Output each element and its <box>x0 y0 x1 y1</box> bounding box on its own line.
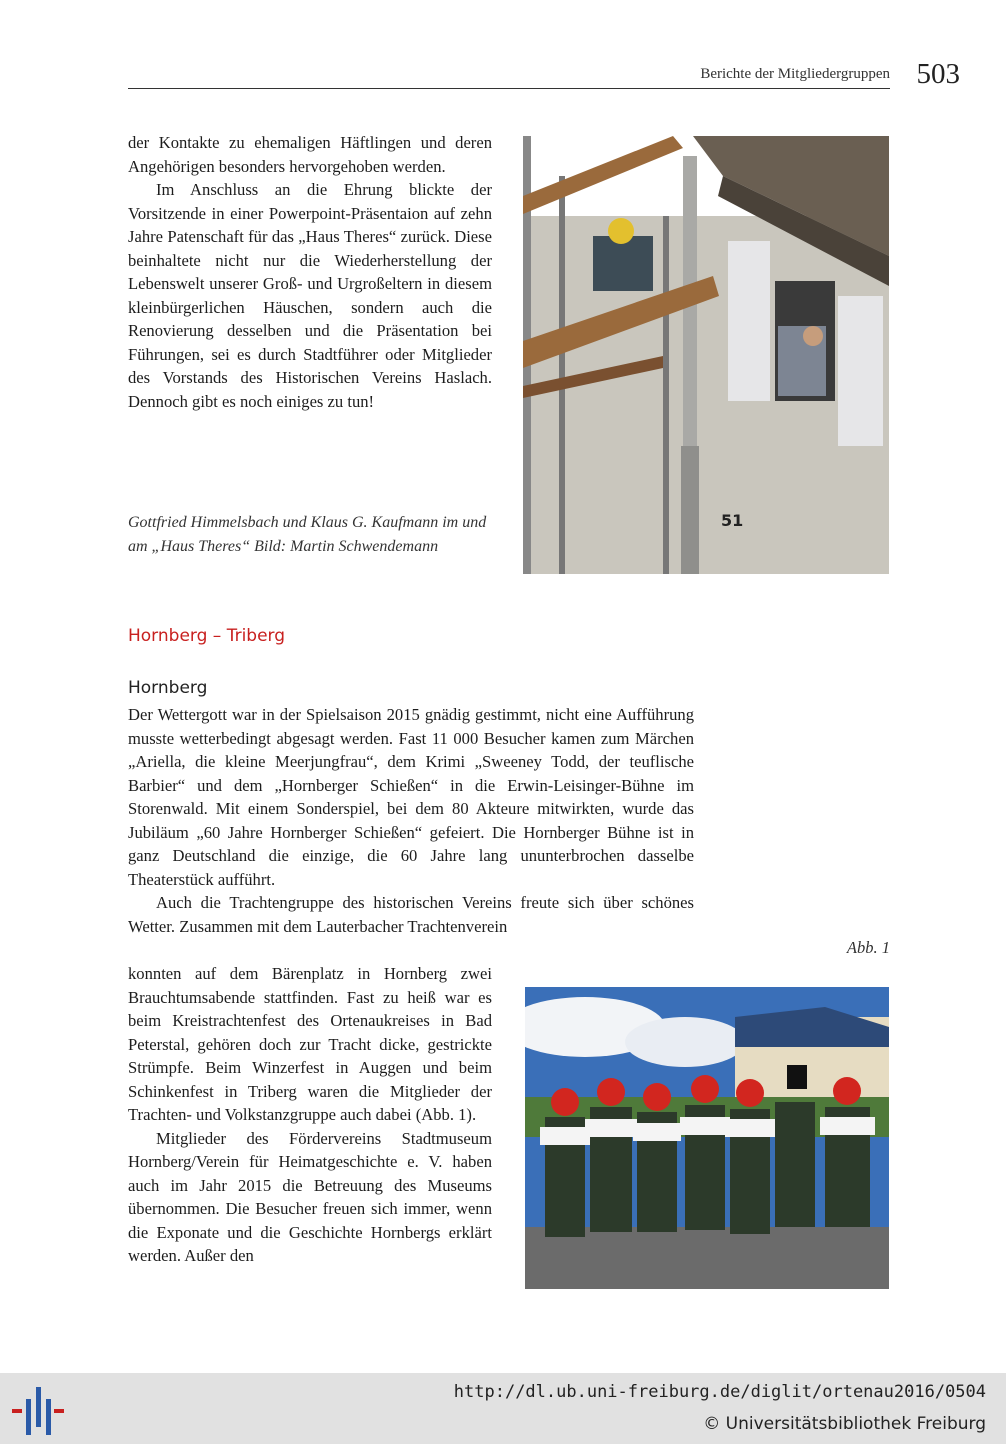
paragraph: Auch die Trachtengruppe des historischen Vereins freute sich über schönes Wetter. Zusammen mit dem Lauterbacher Trachtenverein <box>128 893 694 936</box>
figure-label: Abb. 1 <box>846 938 890 957</box>
body-text-narrow <box>128 962 492 1268</box>
house-number: 51 <box>721 511 744 530</box>
photo-trachtengruppe <box>525 987 889 1289</box>
photo-trachtengruppe-image <box>525 987 889 1289</box>
header-rule <box>128 88 890 89</box>
paragraph: Im Anschluss an die Ehrung blickte der Vorsitzende in einer Powerpoint-Präsentaion auf zehn Jahre Patenschaft für das „Haus Theres“ zurück. Diese beinhaltete nicht nur die Wiederherstellung der Lebenswelt unserer Groß- und Urgroßeltern in diesem kleinbürgerlichen Häuschen, sondern auch die Renovierung desselben und die Präsentation bei Führungen, sei es durch Stadtführer oder Mitglieder des Vorstands des Historischen Vereins Haslach. Dennoch gibt es noch einiges zu tun! <box>128 180 492 411</box>
paragraph: Mitglieder des Fördervereins Stadtmuseum Hornberg/Verein für Heimatgeschichte e. V. haben auch im Jahr 2015 die Betreuung des Museums übernommen. Die Besucher freuen sich immer, wenn die Exponate und die Geschichte Hornbergs erklärt werden. Außer den <box>128 1128 492 1265</box>
subsection-heading: Hornberg <box>128 678 208 698</box>
top-text-column <box>128 131 492 413</box>
photo-haus-theres-image <box>523 136 889 574</box>
footer-copyright: © Universitätsbibliothek Freiburg <box>703 1414 986 1434</box>
page-number: 503 <box>916 58 960 90</box>
body-text-wide <box>128 703 694 938</box>
library-logo-icon <box>12 1383 64 1437</box>
section-heading: Hornberg – Triberg <box>128 626 286 646</box>
photo-haus-theres <box>523 136 889 574</box>
paragraph: der Kontakte zu ehemaligen Häftlingen und deren Angehörigen besonders hervorgehoben werden. <box>128 133 492 176</box>
footer-url-link[interactable]: http://dl.ub.uni-freiburg.de/diglit/ortenau2016/0504 <box>453 1382 986 1402</box>
photo-caption: Gottfried Himmelsbach und Klaus G. Kaufmann im und am „Haus Theres“ Bild: Martin Schwendemann <box>128 514 487 555</box>
paragraph: konnten auf dem Bärenplatz in Hornberg zwei Brauchtumsabende stattfinden. Fast zu heiß war es beim Kreistrachtenfest des Ortenaukreises in Bad Peterstal, gehören doch zur Tracht dicke, gestrickte Strümpfe. Beim Winzerfest in Auggen und beim Schinkenfest in Triberg waren die Mitglieder der Trachten- und Volkstanzgruppe auch dabei (Abb. 1). <box>128 964 492 1124</box>
running-head: Berichte der Mitgliedergruppen <box>700 66 890 82</box>
paragraph: Der Wettergott war in der Spielsaison 2015 gnädig gestimmt, nicht eine Aufführung musste wetterbedingt abgesagt werden. Fast 11 000 Besucher kamen zum Märchen „Ariella, die kleine Meerjungfrau“, dem Krimi „Sweeney Todd, der teuflische Barbier“ und dem „Hornberger Schießen“ in die Erwin-Leisinger-Bühne im Storenwald. Mit einem Sonderspiel, bei dem 80 Akteure mitwirkten, wurde das Jubiläum „60 Jahre Hornberger Schießen“ gefeiert. Die Hornberger Bühne ist in ganz Deutschland die einzige, die 60 Jahre lang ununterbrochen dasselbe Theaterstück aufführt. <box>128 705 694 889</box>
